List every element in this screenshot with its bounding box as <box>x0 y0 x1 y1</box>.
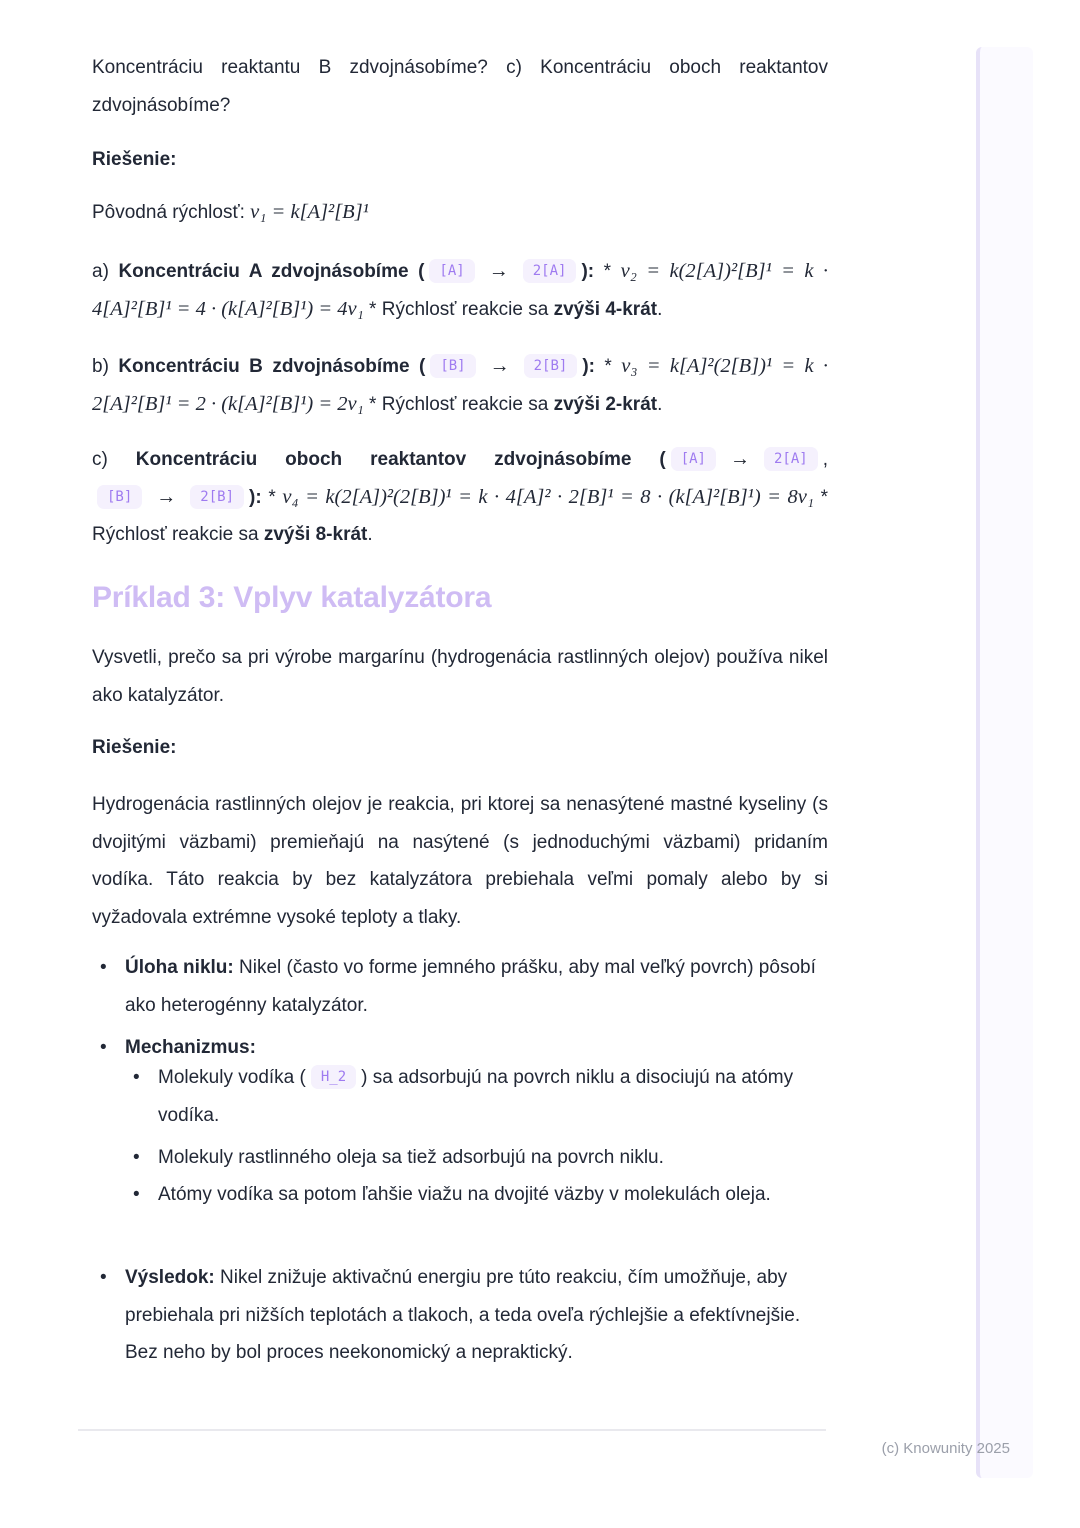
footer-divider <box>78 1429 826 1431</box>
sub-bullet-oil-adsorption <box>92 1139 828 1177</box>
inline-code-badge: 2[A] <box>523 259 577 283</box>
solution-label-1: Riešenie: <box>92 149 177 170</box>
bullet-text <box>158 1176 828 1214</box>
page-right-gutter <box>976 47 1033 1478</box>
bullet-marker: • <box>100 1037 107 1058</box>
arrow-glyph: → <box>489 355 510 377</box>
arrow-glyph: → <box>488 260 509 282</box>
segment-bold: Úloha niklu: <box>125 957 234 978</box>
bullet-marker: • <box>100 1267 107 1288</box>
segment-math: v₁ = k[A]²[B]¹ <box>250 201 369 223</box>
inline-code-badge: [A] <box>671 447 716 471</box>
bullet-text <box>125 949 828 1024</box>
bullet-text <box>158 1139 828 1177</box>
segment-text: * <box>595 356 622 377</box>
sub-bullet-hydrogen-binding <box>92 1176 828 1214</box>
inline-code-badge: [B] <box>430 354 475 378</box>
segment-bold: Mechanizmus: <box>125 1037 256 1058</box>
segment-text: ) sa adsorbujú na povrch niklu a disociujú na atómy vodíka. <box>158 1067 794 1126</box>
segment-bold: zvýši 2-krát <box>553 393 658 415</box>
segment-text: Nikel (často vo forme jemného prášku, aby mal veľký povrch) pôsobí ako heterogénny katalyzátor. <box>125 957 816 1016</box>
segment-text: . <box>657 393 663 415</box>
segment-bold: Výsledok: <box>125 1267 215 1288</box>
inline-code-badge: [B] <box>97 485 142 509</box>
inline-code-badge: H_2 <box>311 1065 356 1089</box>
segment-text: b) <box>92 356 119 377</box>
bullet-marker: • <box>133 1184 140 1205</box>
segment-bold: Koncentráciu B zdvojnásobíme ( <box>118 356 426 377</box>
segment-text: * Rýchlosť reakcie sa <box>92 486 828 545</box>
segment-bold: ): <box>582 356 595 377</box>
segment-text: Pôvodná rýchlosť: <box>92 202 251 223</box>
case-c-paragraph <box>92 441 828 554</box>
segment-text: Nikel znižuje aktivačnú energiu pre túto reakciu, čím umožňuje, aby prebiehala pri nižších teplotách a tlakoch, a teda oveľa rýchlejšie a efektívnejšie. Bez neho by bol proces neekonomický a nepraktický. <box>125 1267 801 1363</box>
segment-text: a) <box>92 261 119 282</box>
arrow-glyph: → <box>730 448 750 470</box>
original-rate-line <box>92 194 828 232</box>
segment-text: * <box>261 486 283 508</box>
case-a-paragraph <box>92 253 828 328</box>
bullet-role-of-nickel <box>92 949 828 1024</box>
solution-label-2: Riešenie: <box>92 737 177 758</box>
paragraph-problem-2: Vysvetli, prečo sa pri výrobe margarínu (hydrogenácia rastlinných olejov) používa nikel ako katalyzátor. <box>92 647 828 706</box>
segment-bold: Koncentráciu oboch reaktantov zdvojnásobíme ( <box>135 449 666 470</box>
segment-bold: zvýši 4-krát <box>553 298 658 320</box>
segment-math: v₃ = k[A]²(2[B])¹ = k · 2[A]²[B]¹ = 2 · (k[A]²[B]¹) = 2v₁ <box>92 355 828 415</box>
segment-bold: zvýši 8-krát <box>263 524 368 545</box>
segment-text: * Rýchlosť reakcie sa <box>363 393 554 415</box>
segment-text: * <box>594 261 621 282</box>
bullet-marker: • <box>133 1067 140 1088</box>
segment-text: c) <box>92 449 136 470</box>
segment-text: Molekuly vodíka ( <box>158 1067 306 1088</box>
arrow-glyph: → <box>156 485 177 508</box>
segment-bold: ): <box>249 486 262 508</box>
paragraph-intro: Koncentráciu reaktantu B zdvojnásobíme? c) Koncentráciu oboch reaktantov zdvojnásobíme? <box>92 57 828 116</box>
segment-bold: Koncentráciu A zdvojnásobíme ( <box>118 261 425 282</box>
inline-code-badge: 2[B] <box>524 354 578 378</box>
segment-text: , <box>822 449 828 470</box>
copyright-notice: (c) Knowunity 2025 <box>881 1440 1010 1457</box>
segment-math: v₂ = k(2[A])²[B]¹ = k · 4[A]²[B]¹ = 4 · (k[A]²[B]¹) = 4v₁ <box>92 260 828 320</box>
bullet-text <box>125 1259 828 1372</box>
segment-text: Molekuly rastlinného oleja sa tiež adsorbujú na povrch niklu. <box>158 1147 664 1168</box>
segment-bold: ): <box>581 261 595 282</box>
segment-text: . <box>657 298 663 320</box>
bullet-result <box>92 1259 828 1372</box>
segment-text: * Rýchlosť reakcie sa <box>363 298 554 320</box>
bullet-marker: • <box>100 957 107 978</box>
inline-code-badge: 2[A] <box>764 447 818 471</box>
bullet-marker: • <box>133 1147 140 1168</box>
section-heading-priklad-3: Príklad 3: Vplyv katalyzátora <box>92 581 492 614</box>
segment-text: Atómy vodíka sa potom ľahšie viažu na dvojité väzby v molekulách oleja. <box>158 1184 771 1205</box>
segment-text: . <box>367 524 373 545</box>
case-b-paragraph <box>92 348 828 423</box>
inline-code-badge: 2[B] <box>190 485 244 509</box>
paragraph-solution-2: Hydrogenácia rastlinných olejov je reakcia, pri ktorej sa nenasýtené mastné kyseliny (s dvojitými väzbami) premieňajú na nasýtené (s jednoduchými väzbami) pridaním vodíka. Táto reakcia by bez katalyzátora prebiehala veľmi pomaly alebo by si vyžadovala extrémne vysoké teploty a tlaky. <box>92 794 828 928</box>
sub-bullet-hydrogen-adsorption <box>92 1059 828 1134</box>
inline-code-badge: [A] <box>429 259 474 283</box>
bullet-text <box>158 1059 828 1134</box>
segment-math: v₄ = k(2[A])²(2[B])¹ = k · 4[A]² · 2[B]¹ = 8 · (k[A]²[B]¹) = 8v₁ <box>282 485 814 508</box>
